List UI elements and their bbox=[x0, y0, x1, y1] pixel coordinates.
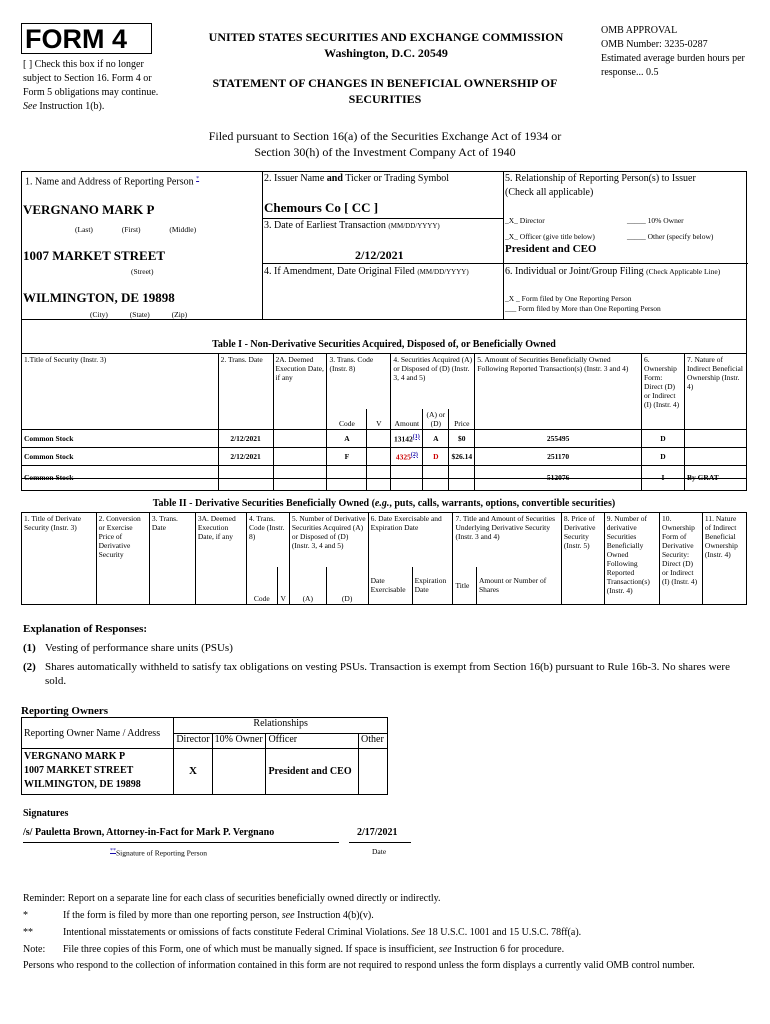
t2-h-date-ex: Date Exercisable bbox=[368, 567, 412, 605]
signature-underline bbox=[23, 842, 339, 843]
t2-h-deemed: 3A. Deemed Execution Date, if any bbox=[195, 513, 246, 605]
t2-h-price: 8. Price of Derivative Security (Instr. 5) bbox=[561, 513, 604, 605]
footer-persons: Persons who respond to the collection of information contained in this form are not required to respond unless the form displays a currently valid OMB control number. bbox=[23, 960, 695, 971]
t2-h-amount: Amount or Number of Shares bbox=[476, 567, 561, 605]
agency-title: UNITED STATES SECURITIES AND EXCHANGE COMMISSION bbox=[208, 30, 564, 44]
owners-h-relationships: Relationships bbox=[174, 718, 388, 734]
t2-h-exp: Expiration Date bbox=[412, 567, 453, 605]
box4-label: 4. If Amendment, Date Original Filed (MM/DD/YYYY) bbox=[264, 266, 469, 277]
signature-label: **Signature of Reporting Person bbox=[110, 848, 208, 858]
signatures-title: Signatures bbox=[23, 808, 69, 819]
relationship-director: _X_ Director bbox=[505, 216, 545, 225]
relationship-other: _____ Other (specify below) bbox=[627, 232, 714, 241]
t2-h-title: 1. Title of Derivate Security (Instr. 3) bbox=[22, 513, 97, 605]
issuer-name: Chemours Co [ CC ] bbox=[264, 200, 379, 215]
relationship-officer: _X_ Officer (give title below) bbox=[505, 232, 595, 241]
omb-title: OMB APPROVAL bbox=[601, 25, 678, 36]
t2-h-form: 10. Ownership Form of Derivative Security: Direct (D) or Indirect (I) (Instr. 4) bbox=[659, 513, 702, 605]
t2-h-number: 5. Number of Derivative Securities Acquired (A) or Disposed of (D) (Instr. 3, 4 and 5) bbox=[289, 513, 368, 567]
name-part-labels: (Last) (First) (Middle) bbox=[75, 225, 197, 234]
reporting-person-name: VERGNANO MARK P bbox=[23, 202, 155, 217]
owners-table bbox=[21, 717, 388, 795]
footnote-2-link[interactable]: (2) bbox=[410, 451, 418, 458]
filed-pursuant: Filed pursuant to Section 16(a) of the Securities Exchange Act of 1934 or Section 30(h) of the Investment Company Act of 1940 bbox=[208, 129, 562, 159]
owners-h-other: Other bbox=[359, 734, 388, 749]
box2-label: 2. Issuer Name and Ticker or Trading Symbol bbox=[264, 173, 450, 184]
date-label: Date bbox=[372, 847, 387, 856]
table-row: VERGNANO MARK P 1007 MARKET STREET WILMINGTON, DE 19898 X President and CEO bbox=[22, 749, 388, 795]
t2-h-v: V bbox=[277, 567, 289, 605]
officer-title: President and CEO bbox=[505, 243, 597, 255]
t1-h-deemed: 2A. Deemed Execution Date, if any bbox=[273, 354, 327, 430]
owners-title: Reporting Owners bbox=[21, 705, 109, 717]
box6-label: 6. Individual or Joint/Group Filing (Check Applicable Line) bbox=[505, 266, 721, 277]
relationship-ten-pct: _____ 10% Owner bbox=[627, 216, 684, 225]
t2-h-d: (D) bbox=[326, 567, 368, 605]
table2-title: Table II - Derivative Securities Beneficially Owned (e.g., puts, calls, warrants, options, convertible securities) bbox=[152, 498, 616, 509]
t1-h-amount: Amount bbox=[391, 409, 423, 430]
agency-city: Washington, D.C. 20549 bbox=[324, 46, 448, 60]
table-row: Common Stock 512076 I By GRAT bbox=[22, 465, 747, 490]
filing-more-person: ___ Form filed by More than One Reporting Person bbox=[505, 304, 661, 313]
box3-label: 3. Date of Earliest Transaction (MM/DD/YYYY) bbox=[264, 220, 440, 231]
omb-burden: Estimated average burden hours per response... 0.5 bbox=[601, 53, 745, 78]
footnote-dstar-link[interactable]: ** bbox=[110, 848, 116, 854]
street-label: (Street) bbox=[131, 267, 154, 276]
form-title-box bbox=[21, 23, 152, 54]
table-row: Common Stock 2/12/2021 F 4325$^{(2)}$ D $26.14 251170 D bbox=[22, 447, 747, 465]
explanation-item-2: (2) Shares automatically withheld to satisfy tax obligations on vesting PSUs. Transaction is exempt from Section 16(b) pursuant to Rule 16b-3. No shares were sold. bbox=[23, 661, 730, 687]
signature-date: 2/17/2021 bbox=[357, 827, 398, 838]
t2-h-underlying: 7. Title and Amount of Securities Underlying Derivative Security (Instr. 3 and 4) bbox=[453, 513, 561, 567]
table2 bbox=[21, 512, 747, 605]
city-labels: (City) (State) (Zip) bbox=[90, 310, 188, 319]
owners-h-officer: Officer bbox=[266, 734, 359, 749]
owners-h-director: Director bbox=[174, 734, 212, 749]
t1-h-title: 1.Title of Security (Instr. 3) bbox=[22, 354, 219, 430]
explanation-title: Explanation of Responses: bbox=[23, 623, 148, 635]
footer bbox=[23, 890, 743, 973]
statement-title: STATEMENT OF CHANGES IN BENEFICIAL OWNERSHIP OF SECURITIES bbox=[212, 76, 558, 106]
earliest-transaction-date: 2/12/2021 bbox=[355, 248, 404, 262]
t1-h-v: V bbox=[367, 409, 391, 430]
t1-h-aord: (A) or (D) bbox=[423, 409, 449, 430]
t1-h-price: Price bbox=[449, 409, 475, 430]
t1-h-code-sub: Code bbox=[327, 409, 367, 430]
explanation-item-1: (1) Vesting of performance share units (PSUs) bbox=[23, 642, 233, 654]
footer-star: * If the form is filed by more than one reporting person, see Instruction 4(b)(v). bbox=[23, 910, 374, 921]
t2-h-owned: 9. Number of derivative Securities Beneficially Owned Following Reported Transaction(s) (Instr. 4) bbox=[604, 513, 659, 605]
filing-one-person: _X _ Form filed by One Reporting Person bbox=[505, 294, 632, 303]
t2-h-conversion: 2. Conversion or Exercise Price of Derivative Security bbox=[96, 513, 149, 605]
owners-h-name: Reporting Owner Name / Address bbox=[22, 718, 174, 749]
form-title: FORM 4 bbox=[25, 24, 128, 54]
omb-box bbox=[601, 24, 761, 80]
signer-name: /s/ Pauletta Brown, Attorney-in-Fact for Mark P. Vergnano bbox=[23, 827, 275, 838]
table1 bbox=[21, 353, 747, 491]
footer-dstar: ** Intentional misstatements or omissions of facts constitute Federal Criminal Violations. See 18 U.S.C. 1001 and 15 U.S.C. 78ff(a). bbox=[23, 927, 582, 938]
reminder: Reminder: Report on a separate line for each class of securities beneficially owned directly or indirectly. bbox=[23, 893, 441, 904]
t1-h-code: 3. Trans. Code (Instr. 8) bbox=[327, 354, 391, 409]
t2-h-a: (A) bbox=[289, 567, 326, 605]
box1-label: 1. Name and Address of Reporting Person * bbox=[25, 176, 200, 188]
t1-h-owned: 5. Amount of Securities Beneficially Owned Following Reported Transaction(s) (Instr. 3 and 4) bbox=[475, 354, 642, 430]
omb-number: OMB Number: 3235-0287 bbox=[601, 39, 708, 50]
t2-h-title-sub: Title bbox=[453, 567, 477, 605]
box5-label: 5. Relationship of Reporting Person(s) to Issuer (Check all applicable) bbox=[505, 173, 696, 198]
t2-h-code-sub: Code bbox=[246, 567, 277, 605]
owners-h-ten-pct: 10% Owner bbox=[212, 734, 266, 749]
t1-h-date: 2. Trans. Date bbox=[218, 354, 273, 430]
t1-h-nature: 7. Nature of Indirect Beneficial Ownership (Instr. 4) bbox=[684, 354, 746, 430]
t1-h-securities: 4. Securities Acquired (A) or Disposed of (D) (Instr. 3, 4 and 5) bbox=[391, 354, 475, 409]
table-row: Common Stock 2/12/2021 A 13142$^{(1)}$ A $0 255495 D bbox=[22, 429, 747, 447]
reporting-person-city: WILMINGTON, DE 19898 bbox=[23, 290, 175, 305]
date-underline bbox=[349, 842, 411, 843]
t2-h-code: 4. Trans. Code (Instr. 8) bbox=[246, 513, 289, 567]
t2-h-exercisable: 6. Date Exercisable and Expiration Date bbox=[368, 513, 453, 567]
checkbox-note: [ ] Check this box if no longer subject to Section 16. Form 4 or Form 5 obligations may continue. See Instruction 1(b). bbox=[23, 59, 159, 112]
footnote-1-link[interactable]: (1) bbox=[412, 433, 420, 440]
t2-h-nature: 11. Nature of Indirect Beneficial Ownership (Instr. 4) bbox=[702, 513, 746, 605]
reporting-person-street: 1007 MARKET STREET bbox=[23, 248, 166, 263]
t2-h-date: 3. Trans. Date bbox=[149, 513, 195, 605]
t1-h-form: 6. Ownership Form: Direct (D) or Indirect (I) (Instr. 4) bbox=[641, 354, 684, 430]
footer-note: Note: File three copies of this Form, one of which must be manually signed. If space is insufficient, see Instruction 6 for procedure. bbox=[23, 944, 565, 955]
footnote-star-link[interactable]: * bbox=[196, 176, 200, 182]
table1-title: Table I - Non-Derivative Securities Acquired, Disposed of, or Beneficially Owned bbox=[212, 339, 556, 350]
